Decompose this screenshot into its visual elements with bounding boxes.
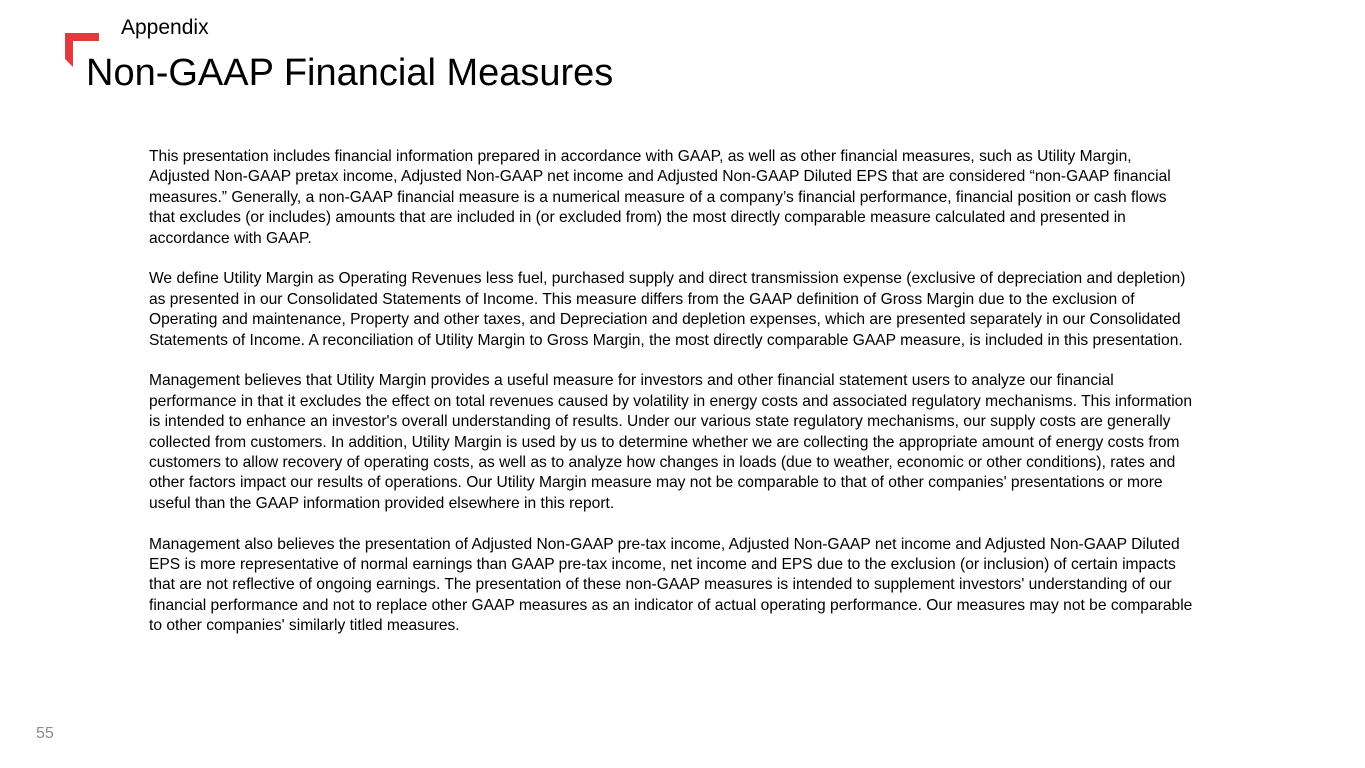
slide-number: 55: [36, 725, 54, 742]
paragraph-utility-margin-usefulness: Management believes that Utility Margin provides a useful measure for investors and other financial statement users to analyze our financial performance in that it excludes the effect on total revenues caused by volatility in energy costs and associated regulatory mechanisms. This information is intended to enhance an investor's overall understanding of results. Under our various state regulatory mechanisms, our supply costs are generally collected from customers. In addition, Utility Margin is used by us to determine whether we are collecting the appropriate amount of energy costs from customers to allow recovery of operating costs, as well as to analyze how changes in loads (due to weather, economic or other conditions), rates and other factors impact our results of operations. Our Utility Margin measure may not be comparable to that of other companies' presentations or more useful than the GAAP information provided elsewhere in this report.: [149, 372, 1193, 512]
paragraph-intro: This presentation includes financial information prepared in accordance with GAAP, as well as other financial measures, such as Utility Margin, Adjusted Non-GAAP pretax income, Adjusted Non-GAAP net income and Adjusted Non-GAAP Diluted EPS that are considered “non-GAAP financial measures.” Generally, a non-GAAP financial measure is a numerical measure of a company’s financial performance, financial position or cash flows that excludes (or includes) amounts that are included in (or excluded from) the most directly comparable measure calculated and presented in accordance with GAAP.: [149, 148, 1171, 247]
body-text: [149, 147, 1194, 657]
paragraph-adjusted-measures: Management also believes the presentation of Adjusted Non-GAAP pre-tax income, Adjusted Non-GAAP net income and Adjusted Non-GAAP Diluted EPS is more representative of normal earnings than GAAP pre-tax income, net income and EPS due to the exclusion (or inclusion) of certain impacts that are not reflective of ongoing earnings. The presentation of these non-GAAP measures is intended to supplement investors' understanding of our financial performance and not to replace other GAAP measures as an indicator of actual operating performance. Our measures may not be comparable to other companies' similarly titled measures.: [149, 535, 1193, 635]
section-label: Appendix: [121, 16, 209, 39]
paragraph-utility-margin-definition: We define Utility Margin as Operating Revenues less fuel, purchased supply and direct transmission expense (exclusive of depreciation and depletion) as presented in our Consolidated Statements of Income. This measure differs from the GAAP definition of Gross Margin due to the exclusion of Operating and maintenance, Property and other taxes, and Depreciation and depletion expenses, which are presented separately in our Consolidated Statements of Income. A reconciliation of Utility Margin to Gross Margin, the most directly comparable GAAP measure, is included in this presentation.: [149, 270, 1186, 349]
page-title: Non-GAAP Financial Measures: [86, 52, 614, 94]
